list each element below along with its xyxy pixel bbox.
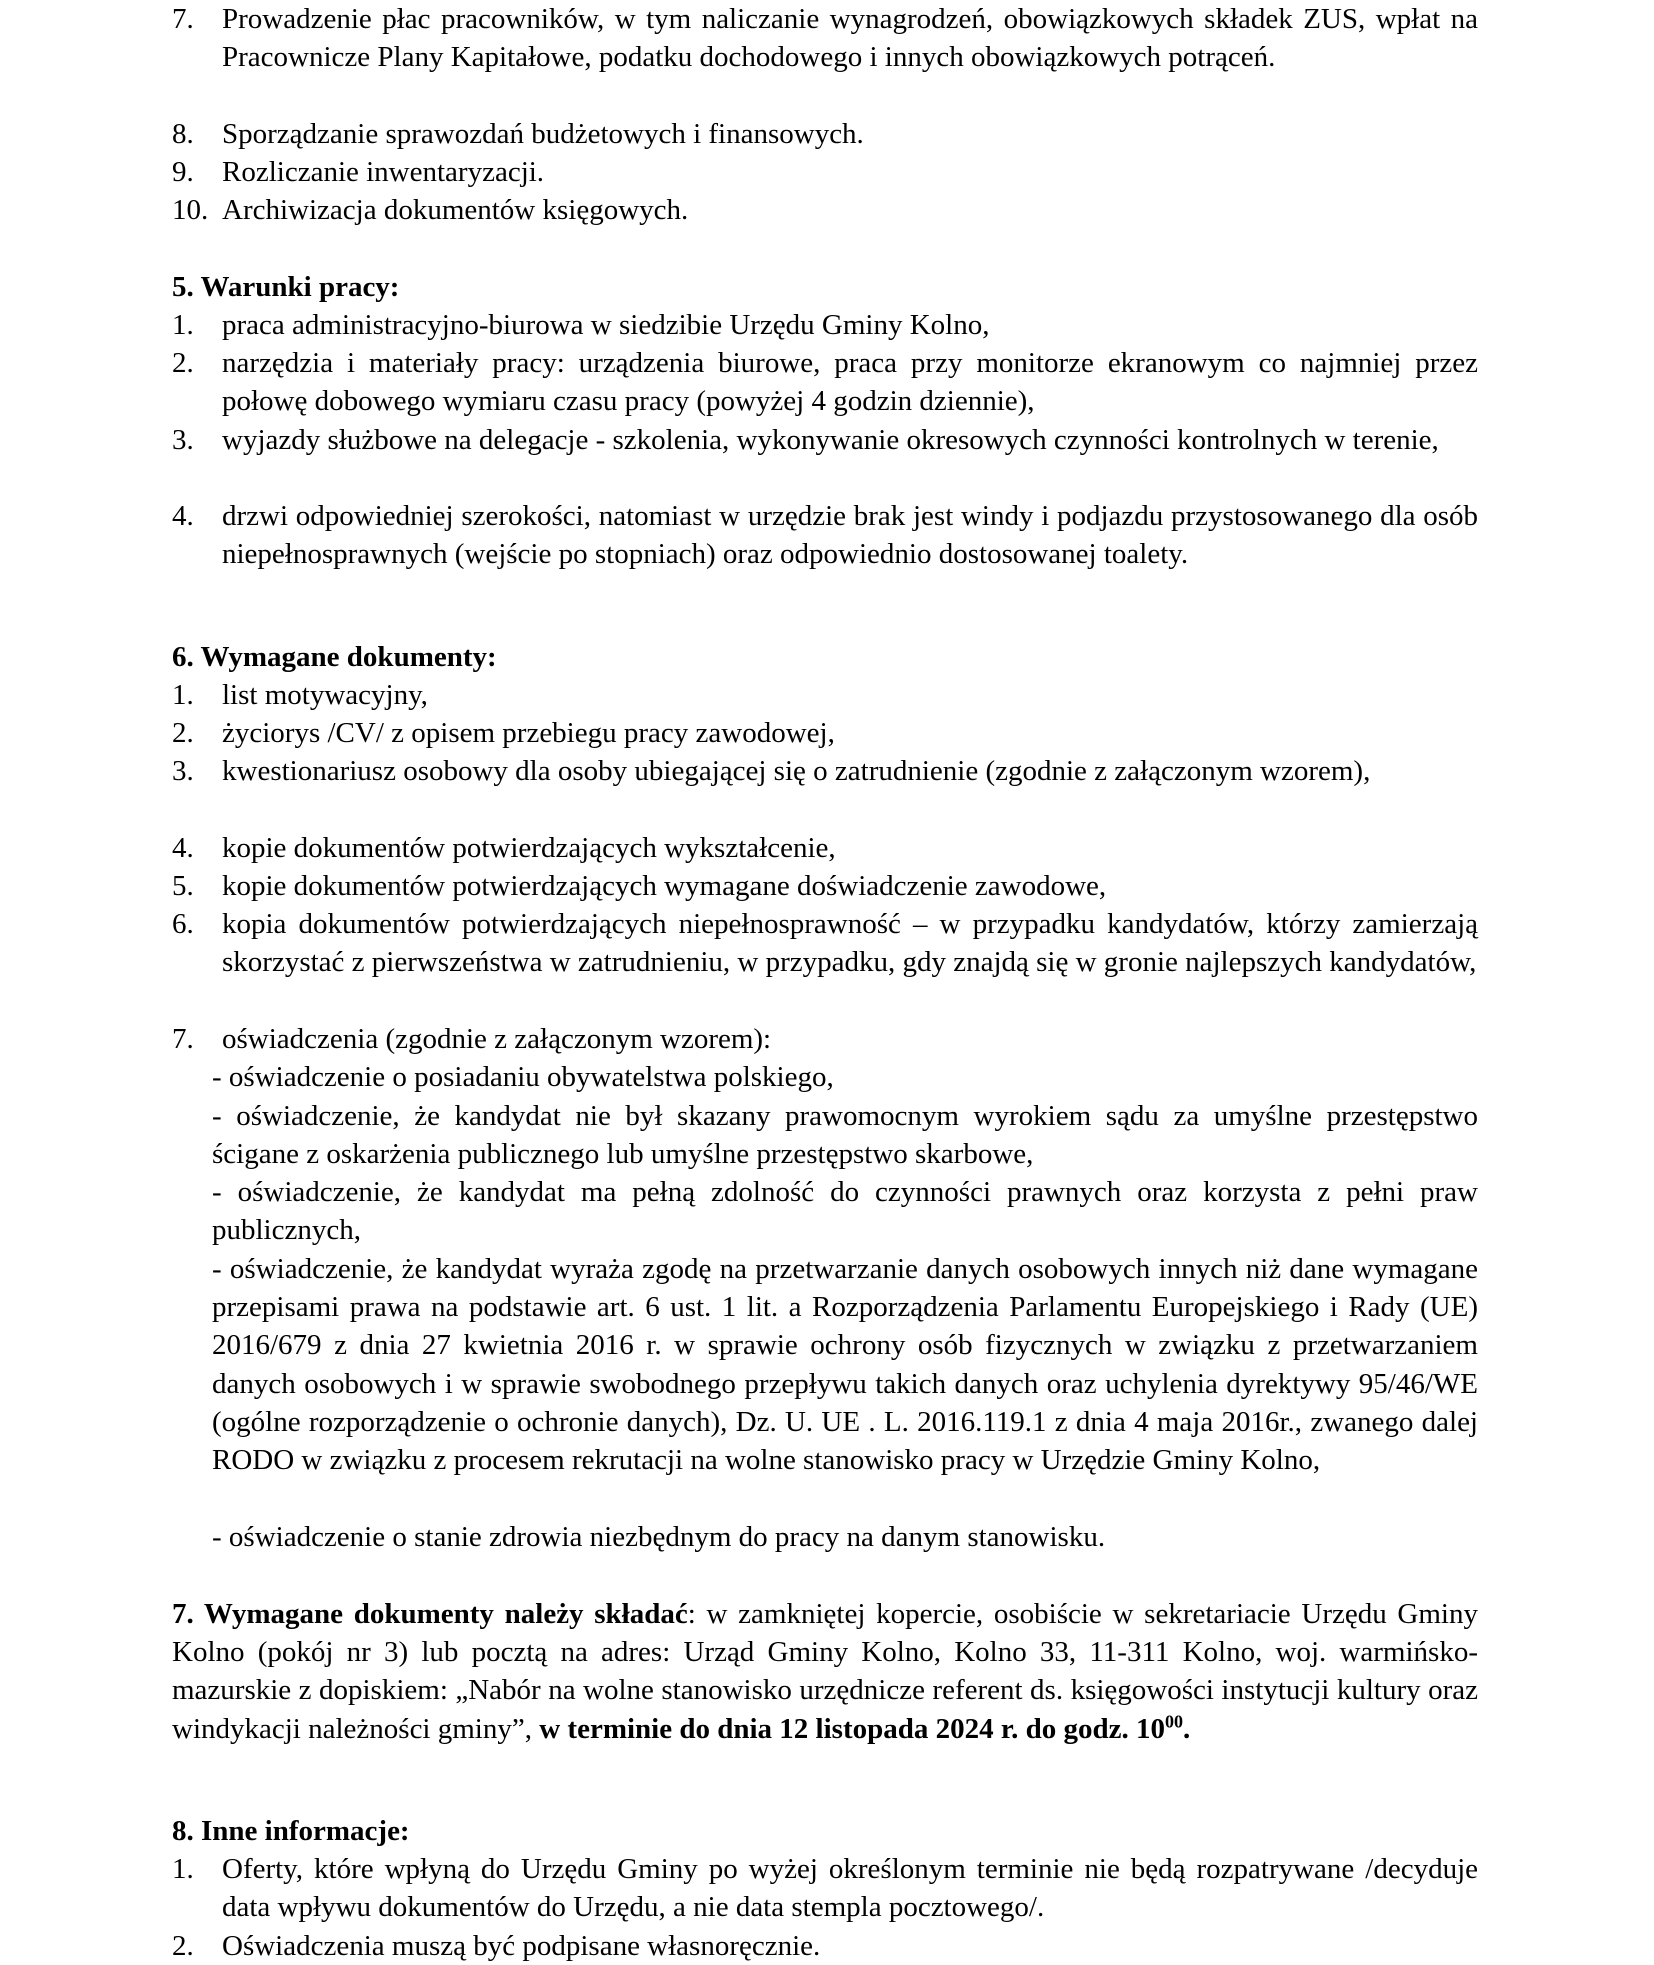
list-number: 6. bbox=[172, 908, 194, 940]
list-text: życiorys /CV/ z opisem przebiegu pracy zawodowej, bbox=[222, 717, 835, 749]
declaration-item: - oświadczenie o posiadaniu obywatelstwa polskiego, bbox=[212, 1061, 834, 1093]
deadline-superscript: 00 bbox=[1164, 1710, 1183, 1731]
list-text: kopie dokumentów potwierdzających wykształcenie, bbox=[222, 832, 836, 864]
list-item bbox=[172, 714, 1478, 752]
list-number: 5. bbox=[172, 870, 194, 902]
list-text: Oferty, które wpłyną do Urzędu Gminy po wyżej określonym terminie nie będą rozpatrywane /decyduje data wpływu dokumentów do Urzędu, a nie data stempla pocztowego/. bbox=[222, 1853, 1478, 1924]
deadline-text: w terminie do dnia 12 listopada 2024 r. do godz. $10^{00}$. bbox=[539, 1710, 1191, 1745]
submission-paragraph bbox=[172, 1595, 1478, 1748]
list-text: praca administracyjno-biurowa w siedzibie Urzędu Gminy Kolno, bbox=[222, 309, 990, 341]
list-number: 4. bbox=[172, 832, 194, 864]
section-heading: 5. Warunki pracy: bbox=[172, 271, 400, 303]
list-item bbox=[172, 1850, 1478, 1926]
list-text: Archiwizacja dokumentów księgowych. bbox=[222, 194, 689, 226]
list-text: Oświadczenia muszą być podpisane własnoręcznie. bbox=[222, 1930, 821, 1962]
list-text: kopia dokumentów potwierdzających niepełnosprawność – w przypadku kandydatów, którzy zamierzają skorzystać z pierwszeństwa w zatrudnieniu, w przypadku, gdy znajdą się w gronie najlepszych kandydatów, bbox=[222, 908, 1478, 979]
list-number: 10. bbox=[172, 194, 209, 226]
list-text: kopie dokumentów potwierdzających wymagane doświadczenie zawodowe, bbox=[222, 870, 1107, 902]
list-text: drzwi odpowiedniej szerokości, natomiast w urzędzie brak jest windy i podjazdu przystosowanego dla osób niepełnosprawnych (wejście po stopniach) oraz odpowiednio dostosowanej toalety. bbox=[222, 500, 1478, 571]
list-number: 2. bbox=[172, 1930, 194, 1962]
list-number: 3. bbox=[172, 755, 194, 787]
section-heading: 8. Inne informacje: bbox=[172, 1815, 410, 1847]
list-number: 7. bbox=[172, 1023, 194, 1055]
declaration-item: - oświadczenie, że kandydat ma pełną zdolność do czynności prawnych oraz korzysta z pełni praw publicznych, bbox=[212, 1176, 1478, 1247]
list-text: list motywacyjny, bbox=[222, 679, 428, 711]
list-text: kwestionariusz osobowy dla osoby ubiegającej się o zatrudnienie (zgodnie z załączonym wzorem), bbox=[222, 755, 1371, 787]
list-item bbox=[172, 1020, 1478, 1058]
list-item bbox=[172, 344, 1478, 420]
list-item bbox=[172, 153, 1478, 191]
list-number: 4. bbox=[172, 500, 194, 532]
list-item bbox=[172, 752, 1478, 790]
declaration-item: - oświadczenie, że kandydat wyraża zgodę na przetwarzanie danych osobowych innych niż dane wymagane przepisami prawa na podstawie art. 6 ust. 1 lit. a Rozporządzenia Parlamentu Europejskiego i Rady (UE) 2016/679 z dnia 27 kwietnia 2016 r. w sprawie ochrony osób fizycznych w związku z przetwarzaniem danych osobowych i w sprawie swobodnego przepływu takich danych oraz uchylenia dyrektywy 95/46/WE (ogólne rozporządzenie o ochronie danych), Dz. U. UE . L. 2016.119.1 z dnia 4 maja 2016r., zwanego dalej RODO w związku z procesem rekrutacji na wolne stanowisko pracy w Urzędzie Gminy Kolno, bbox=[212, 1253, 1478, 1477]
list-item bbox=[172, 829, 1478, 867]
list-item bbox=[172, 497, 1478, 573]
list-item bbox=[172, 1927, 1478, 1965]
declaration-item: - oświadczenie o stanie zdrowia niezbędnym do pracy na danym stanowisku. bbox=[212, 1521, 1106, 1553]
list-item bbox=[172, 191, 1478, 229]
list-item bbox=[172, 905, 1478, 981]
list-text: Prowadzenie płac pracowników, w tym naliczanie wynagrodzeń, obowiązkowych składek ZUS, wpłat na Pracownicze Plany Kapitałowe, podatku dochodowego i innych obowiązkowych potrąceń. bbox=[222, 3, 1478, 74]
list-number: 1. bbox=[172, 1853, 194, 1885]
list-number: 7. bbox=[172, 3, 194, 35]
list-item bbox=[172, 676, 1478, 714]
section-heading: 6. Wymagane dokumenty: bbox=[172, 641, 497, 673]
section-heading: 7. Wymagane dokumenty należy składać bbox=[172, 1598, 688, 1630]
list-number: 1. bbox=[172, 309, 194, 341]
list-item bbox=[172, 421, 1478, 459]
submission-text: : w zamkniętej kopercie, osobiście w sekretariacie Urzędu Gminy Kolno (pokój nr 3) lub pocztą na adres: Urząd Gminy Kolno, Kolno 33, 11-311 Kolno, woj. warmińsko-mazurskie z dopiskiem: „Nabór na wolne stanowisko urzędnicze referent ds. księgowości instytucji kultury oraz windykacji należności gminy”, bbox=[172, 1598, 1478, 1745]
list-number: 8. bbox=[172, 118, 194, 150]
list-text: Rozliczanie inwentaryzacji. bbox=[222, 156, 545, 188]
list-number: 2. bbox=[172, 717, 194, 749]
list-number: 1. bbox=[172, 679, 194, 711]
list-number: 3. bbox=[172, 424, 194, 456]
list-item bbox=[172, 867, 1478, 905]
list-item bbox=[172, 115, 1478, 153]
list-text: Sporządzanie sprawozdań budżetowych i finansowych. bbox=[222, 118, 864, 150]
list-text: wyjazdy służbowe na delegacje - szkolenia, wykonywanie okresowych czynności kontrolnych w terenie, bbox=[222, 424, 1439, 456]
list-number: 2. bbox=[172, 347, 194, 379]
list-text: narzędzia i materiały pracy: urządzenia biurowe, praca przy monitorze ekranowym co najmniej przez połowę dobowego wymiaru czasu pracy (powyżej 4 godzin dziennie), bbox=[222, 347, 1478, 418]
declaration-item: - oświadczenie, że kandydat nie był skazany prawomocnym wyrokiem sądu za umyślne przestępstwo ścigane z oskarżenia publicznego lub umyślne przestępstwo skarbowe, bbox=[212, 1100, 1478, 1171]
list-number: 9. bbox=[172, 156, 194, 188]
list-item bbox=[172, 0, 1478, 76]
list-text: oświadczenia (zgodnie z załączonym wzorem): bbox=[222, 1023, 772, 1055]
list-item bbox=[172, 306, 1478, 344]
